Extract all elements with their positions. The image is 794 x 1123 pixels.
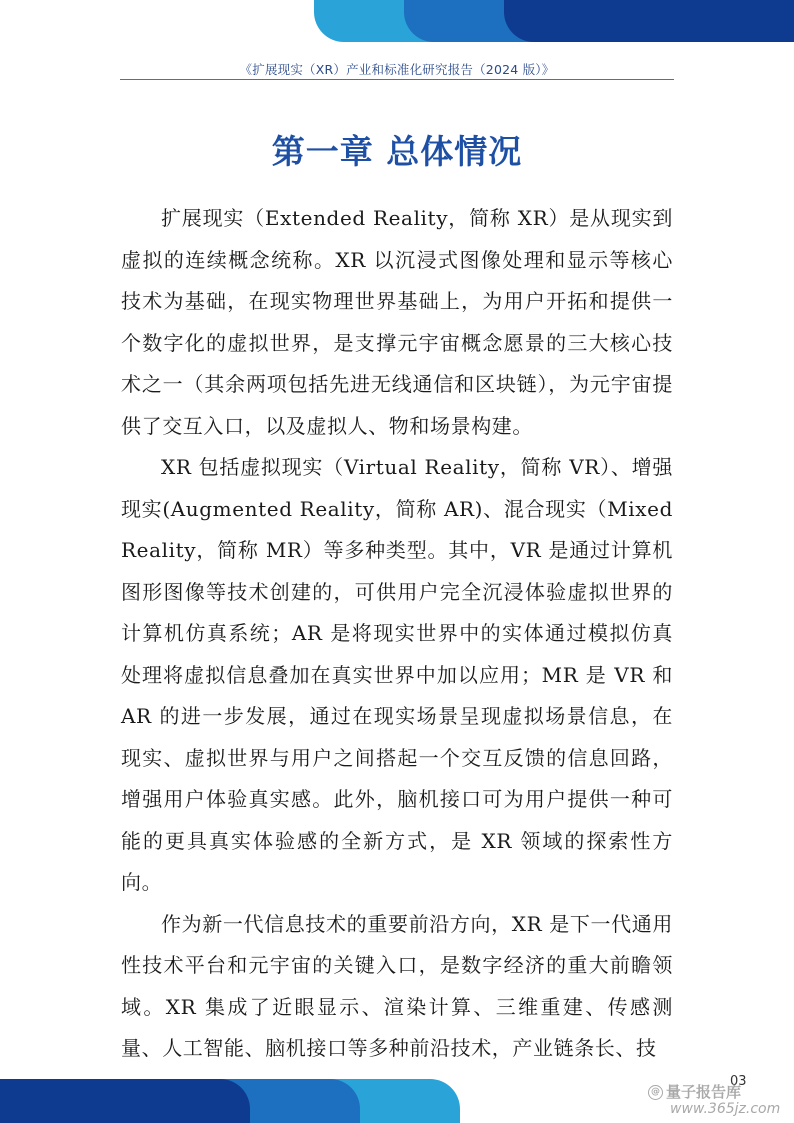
band-dark xyxy=(504,0,794,42)
watermark-brand xyxy=(648,1084,780,1101)
watermark-brand-text: 量子报告库 xyxy=(666,1083,742,1101)
bottom-decorative-band xyxy=(0,1079,460,1123)
top-decorative-band xyxy=(314,0,794,42)
band-dark xyxy=(0,1079,250,1123)
paragraph-1: 扩展现实（Extended Reality，简称 XR）是从现实到虚拟的连续概念统称。XR 以沉浸式图像处理和显示等核心技术为基础，在现实物理世界基础上，为用户开拓和提供一个数字化的虚拟世界，是支撑元宇宙概念愿景的三大核心技术之一（其余两项包括先进无线通信和区块链），为元宇宙提供了交互入口，以及虚拟人、物和场景构建。 xyxy=(121,206,673,438)
chapter-title: 第一章 总体情况 xyxy=(271,132,523,171)
header-divider xyxy=(120,79,674,80)
running-header: 《扩展现实（XR）产业和标准化研究报告（2024 版）》 xyxy=(239,62,555,77)
weibo-logo-icon: @ xyxy=(648,1085,663,1100)
paragraph-3: 作为新一代信息技术的重要前沿方向，XR 是下一代通用性技术平台和元宇宙的关键入口，是数字经济的重大前瞻领域。XR 集成了近眼显示、渲染计算、三维重建、传感测量、人工智能、脑机接口等多种前沿技术，产业链条长、技 xyxy=(121,911,673,1060)
watermark xyxy=(648,1084,780,1118)
watermark-url: www.365jz.com xyxy=(670,1101,781,1117)
page-number: 03 xyxy=(730,1074,747,1089)
body-text xyxy=(121,198,673,1070)
paragraph-2: XR 包括虚拟现实（Virtual Reality，简称 VR）、增强现实(Augmented Reality，简称 AR)、混合现实（Mixed Reality，简称 MR）等多种类型。其中，VR 是通过计算机图形图像等技术创建的，可供用户完全沉浸体验虚拟世界的计算机仿真系统；AR 是将现实世界中的实体通过模拟仿真处理将虚拟信息叠加在真实世界中加以应用；MR 是 VR 和 AR 的进一步发展，通过在现实场景呈现虚拟场景信息，在现实、虚拟世界与用户之间搭起一个交互反馈的信息回路，增强用户体验真实感。此外，脑机接口可为用户提供一种可能的更具真实体验感的全新方式，是 XR 领域的探索性方向。 xyxy=(121,455,673,894)
